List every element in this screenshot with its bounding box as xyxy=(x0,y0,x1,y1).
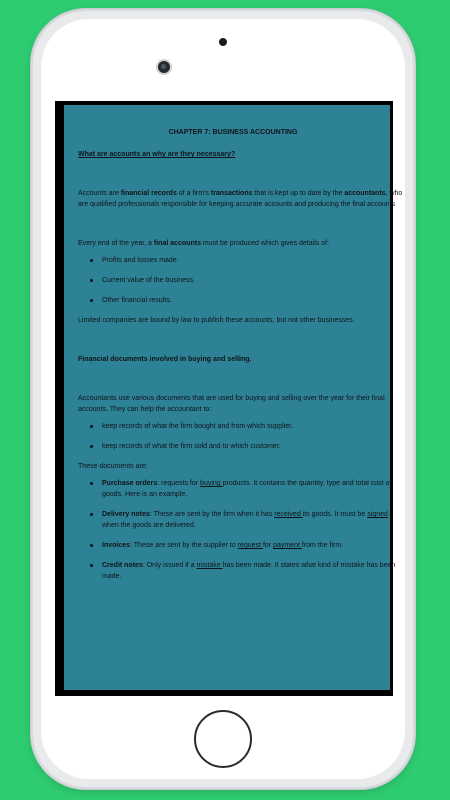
bullet-icon xyxy=(90,279,93,282)
home-button[interactable] xyxy=(194,710,252,768)
phone-screen xyxy=(55,101,403,696)
bullet-icon xyxy=(90,482,93,485)
list-item: Profits and losses made. xyxy=(78,255,418,266)
camera-icon xyxy=(158,61,170,73)
bullet-icon xyxy=(90,564,93,567)
list-item: keep records of what the firm sold and to which customer. xyxy=(78,441,418,452)
paragraph-limited-companies: Limited companies are bound by law to publish these accounts, but not other businesses. xyxy=(78,317,355,324)
paragraph-final-accounts: Every end of the year, a final accounts must be produced which gives details of: xyxy=(78,240,329,247)
list-item-credit-notes: Credit notes: Only issued if a mistake has been made. It states what kind of mistake has been made. xyxy=(78,560,418,582)
speaker-icon xyxy=(219,38,227,46)
list-item: keep records of what the firm bought and from which supplier. xyxy=(78,421,418,432)
final-accounts-list xyxy=(78,255,418,306)
documents-list xyxy=(78,478,418,582)
list-item: Current value of the business. xyxy=(78,275,418,286)
list-item-delivery-notes: Delivery notes: These are sent by the firm when it has received its goods. It must be signed when the goods are delivered. xyxy=(78,509,418,531)
section-heading-accounts: What are accounts an why are they necessary? xyxy=(78,151,236,158)
paragraph-accountants-documents: Accountants use various documents that are used for buying and selling over the year for their final xyxy=(78,395,385,402)
help-list xyxy=(78,421,418,452)
chapter-title: CHAPTER 7: BUSINESS ACCOUNTING xyxy=(168,129,298,136)
paragraph-accounts-definition: Accounts are financial records of a firm's transactions that is kept up to date by the accountants, who xyxy=(78,190,403,197)
list-item-purchase-orders: Purchase orders: requests for buying products. It contains the quantity, type and total cost of goods. Here is an example. xyxy=(78,478,418,500)
paragraph-accountants-documents-line2: accounts. They can help the accountant to: xyxy=(78,406,212,413)
bullet-icon xyxy=(90,299,93,302)
bullet-icon xyxy=(90,259,93,262)
list-item: Other financial results. xyxy=(78,295,418,306)
bullet-icon xyxy=(90,425,93,428)
paragraph-documents-are: These documents are: xyxy=(78,463,148,470)
section-heading-financial-documents: Financial documents involved in buying and selling. xyxy=(78,356,252,363)
document-content xyxy=(78,127,418,591)
bullet-icon xyxy=(90,445,93,448)
paragraph-accounts-definition-line2: are qualified professionals responsible for keeping accurate accounts and producing the final accounts xyxy=(78,201,396,208)
bullet-icon xyxy=(90,513,93,516)
bullet-icon xyxy=(90,544,93,547)
list-item-invoices: Invoices: These are sent by the supplier to request for payment from the firm. xyxy=(78,540,418,551)
document-page[interactable] xyxy=(64,105,403,690)
